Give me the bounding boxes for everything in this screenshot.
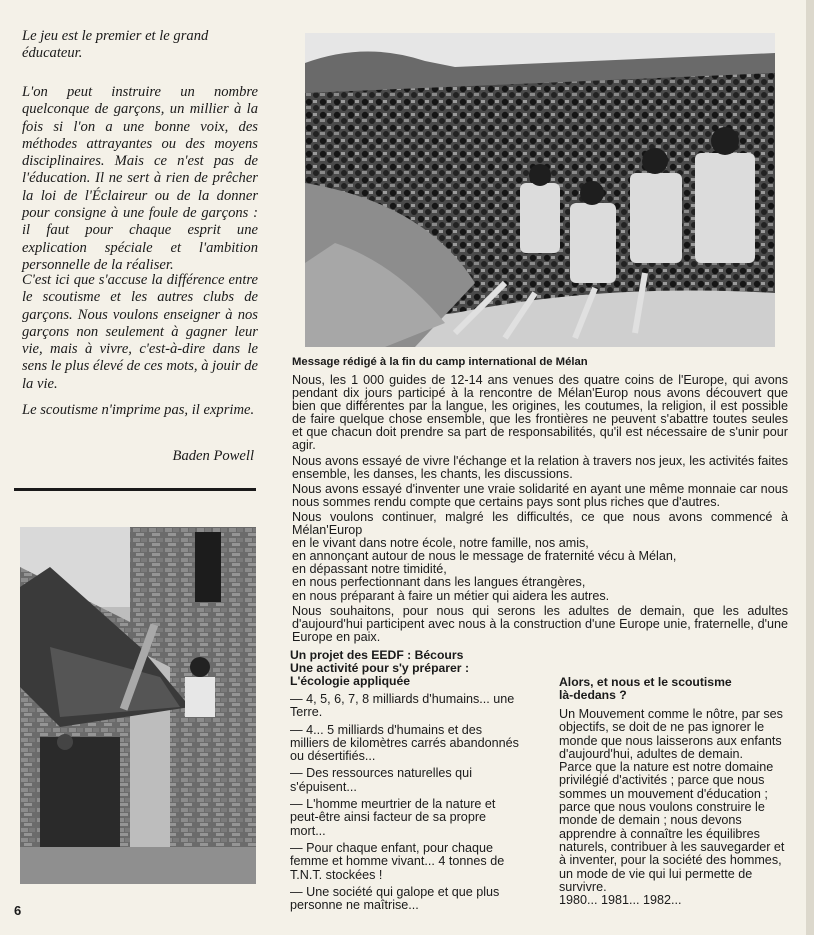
message-title: Message rédigé à la fin du camp international de Mélan: [292, 356, 588, 368]
projet-item: — Pour chaque enfant, pour chaque femme et homme vivant... 4 tonnes de T.N.T. stockées !: [290, 840, 505, 882]
message-paragraph: Nous, les 1 000 guides de 12-14 ans venues des quatre coins de l'Europe, qui avons pendant dix jours participé à la rencontre de Mélan'Europ nous avons découvert que bien que différentes par la langue, les origines, les coutumes, la religion, il est possible de faire quelque chose ensemble, que les frontières ne peuvent s'abattre toutes seules et que chacun doit prendre sa part de responsabilités, qu'il est nécessaire de s'unir pour agir.: [292, 373, 788, 453]
message-line: en le vivant dans notre école, notre famille, nos amis,: [292, 536, 589, 551]
quote-jeu: Le jeu est le premier et le grand éducateur.: [22, 28, 209, 62]
message-paragraph: Nous avons essayé d'inventer une vraie solidarité en ayant une même monnaie car nous nous sommes rendu compte que certains pays sont plus riches que d'autres.: [292, 481, 788, 509]
projet-item: — 4... 5 milliards d'humains et des milliers de kilomètres carrés abandonnés ou désertifiés...: [290, 722, 519, 764]
quote-author: Baden Powell: [172, 448, 254, 464]
alors-paragraph: Parce que la nature est notre domaine privilégié d'activités ; parce que nous sommes un mouvement d'éducation ; parce que nous voulons construire le monde de demain ; nous devons apprendre à connaître les équilibres naturels, contribuer à les sauvegarder et à inventer, pour la société des hommes, un mode de vie qui lui permette de survivre.: [559, 760, 785, 894]
projet-heading: L'écologie appliquée: [290, 674, 411, 688]
camp-crowd-photo: [305, 33, 775, 347]
projet-item: — 4, 5, 6, 7, 8 milliards d'humains... une Terre.: [290, 692, 515, 720]
quote-exprime: Le scoutisme n'imprime pas, il exprime.: [22, 402, 255, 418]
message-paragraph: Nous avons essayé de vivre l'échange et la relation à travers nos jeux, les activités faites ensemble, les danses, les chants, les discussions.: [292, 453, 788, 481]
alors-column: [559, 676, 789, 907]
quote-difference: C'est ici que s'accuse la différence entre le scoutisme et les autres clubs de garçons. Nous voulons enseigner à nos garçons non seulement à gagner leur vie, mais à vivre, c'est-à-dire dans le sens le plus élevé de ces mots, à jouir de la vie.: [22, 272, 258, 392]
stone-building-photo: [20, 527, 256, 884]
projet-heading: Un projet des EEDF : Bécours: [290, 648, 464, 662]
alors-paragraph: 1980... 1981... 1982...: [559, 893, 682, 908]
alors-heading: là-dedans ?: [559, 688, 627, 702]
projet-heading: Une activité pour s'y préparer :: [290, 661, 469, 675]
message-line: en nous perfectionnant dans les langues étrangères,: [292, 575, 586, 590]
page-edge: [806, 0, 814, 935]
quote-instruire: L'on peut instruire un nombre quelconque de garçons, un millier à la fois si l'on a une bonne voix, des méthodes attrayantes ou des moyens disciplinaires. Mais ce n'est pas de l'éducation. Il ne sert à rien de prêcher la loi de l'Éclaireur ou de la donner pour consigne à une foule de garçons : il faut pour chaque esprit une explication spéciale et l'ambition personnelle de la réaliser.: [22, 84, 258, 273]
message-line: en annonçant autour de nous le message de fraternité vécu à Mélan,: [292, 549, 677, 564]
message-paragraph: Nous voulons continuer, malgré les difficultés, ce que nous avons commencé à Mélan'Europ: [292, 509, 788, 538]
message-body: [292, 374, 788, 646]
message-line: en nous préparant à faire un métier qui aidera les autres.: [292, 588, 610, 603]
projet-column: [290, 649, 522, 916]
projet-item: — L'homme meurtrier de la nature et peut-être ainsi facteur de sa propre mort...: [290, 797, 496, 838]
message-paragraph: Nous souhaitons, pour nous qui serons les adultes de demain, que les adultes d'aujourd'hui participent avec nous à la construction d'une Europe unie, fraternelle, d'une Europe en paix.: [292, 603, 788, 644]
alors-heading: Alors, et nous et le scoutisme: [559, 675, 732, 689]
alors-paragraph: Un Mouvement comme le nôtre, par ses objectifs, se doit de ne pas ignorer le monde que nous laisserons aux enfants d'aujourd'hui, adultes de demain.: [559, 707, 783, 761]
projet-item: — Des ressources naturelles qui s'épuisent...: [290, 766, 472, 794]
page-number: 6: [14, 903, 22, 918]
message-line: en dépassant notre timidité,: [292, 562, 447, 577]
projet-item: — Une société qui galope et que plus personne ne maîtrise...: [290, 884, 500, 913]
section-divider: [14, 488, 256, 491]
